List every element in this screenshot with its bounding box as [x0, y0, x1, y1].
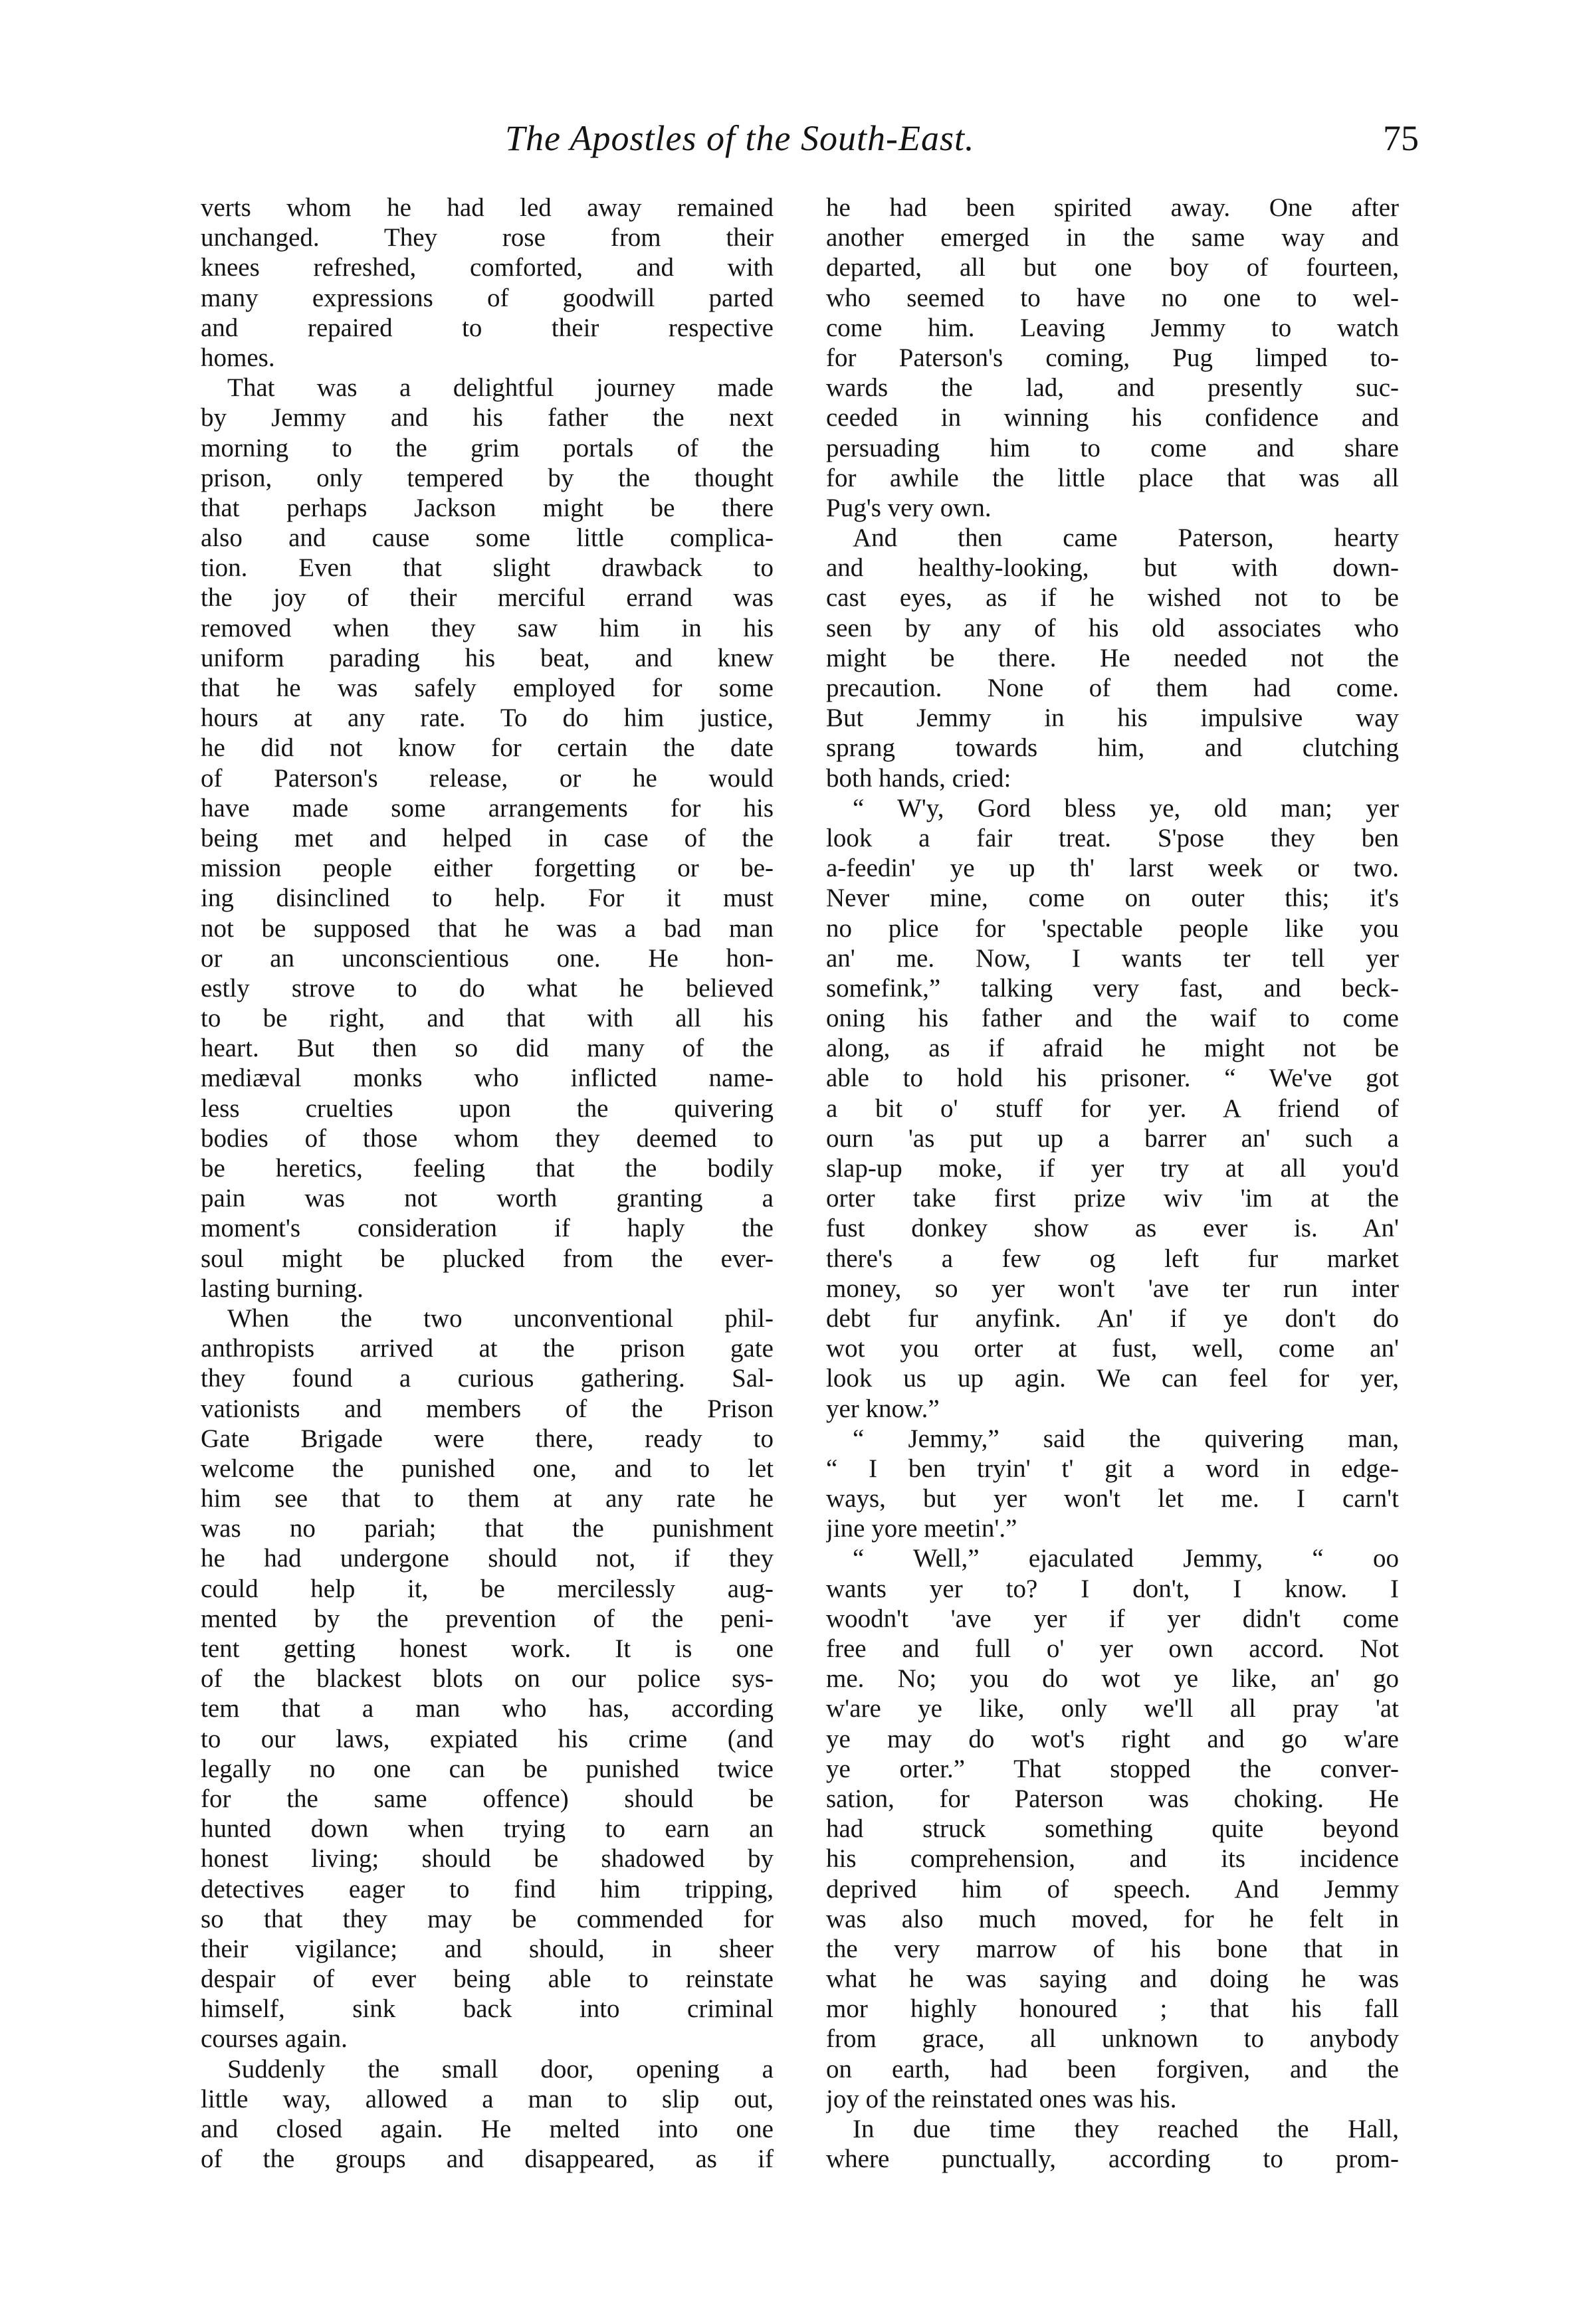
text-line: his comprehension, and its incidence	[826, 1844, 1399, 1874]
text-line: who seemed to have no one to wel-	[826, 283, 1399, 312]
text-line: cast eyes, as if he wished not to be	[826, 583, 1399, 613]
text-line: detectives eager to find him tripping,	[201, 1874, 774, 1903]
text-line: woodn't 'ave yer if yer didn't come	[826, 1604, 1399, 1633]
text-line: wards the lad, and presently suc-	[826, 373, 1399, 403]
text-line: he had been spirited away. One after	[826, 193, 1399, 222]
text-line: slap-up moke, if yer try at all you'd	[826, 1154, 1399, 1183]
text-line: ceeded in winning his confidence and	[826, 403, 1399, 433]
text-line: ourn 'as put up a barrer an' such a	[826, 1123, 1399, 1153]
text-line: able to hold his prisoner. “ We've got	[826, 1064, 1399, 1093]
text-line: pain was not worth granting a	[201, 1184, 774, 1213]
text-line: that he was safely employed for some	[201, 674, 774, 702]
text-line: removed when they saw him in his	[201, 613, 774, 642]
text-line: Never mine, come on outer this; it's	[826, 884, 1399, 913]
text-line: courses again.	[201, 2024, 348, 2054]
text-line: orter take first prize wiv 'im at the	[826, 1184, 1399, 1213]
text-line: along, as if afraid he might not be	[826, 1034, 1399, 1063]
text-line: being met and helped in case of the	[201, 823, 774, 852]
text-line: could help it, be mercilessly aug-	[201, 1574, 774, 1603]
text-line: money, so yer won't 'ave ter run inter	[826, 1274, 1399, 1303]
text-line: seen by any of his old associates who	[826, 613, 1399, 642]
text-line: hunted down when trying to earn an	[201, 1814, 774, 1844]
text-line: and healthy-looking, but with down-	[826, 553, 1399, 583]
text-line: ye may do wot's right and go w'are	[826, 1724, 1399, 1753]
text-line: tem that a man who has, according	[201, 1694, 774, 1723]
text-line: and closed again. He melted into one	[201, 2115, 774, 2143]
text-line: to our laws, expiated his crime (and	[201, 1724, 774, 1753]
text-line: a-feedin' ye up th' larst week or two.	[826, 854, 1399, 883]
text-line: a bit o' stuff for yer. A friend of	[826, 1094, 1399, 1123]
text-line: of the groups and disappeared, as if	[201, 2145, 774, 2174]
text-line: himself, sink back into criminal	[201, 1994, 774, 2024]
text-line: where punctually, according to prom-	[826, 2145, 1399, 2174]
text-line: “ W'y, Gord bless ye, old man; yer	[853, 793, 1399, 823]
text-line: But Jemmy in his impulsive way	[826, 704, 1399, 733]
text-line: by Jemmy and his father the next	[201, 403, 774, 433]
text-line: sation, for Paterson was choking. He	[826, 1784, 1399, 1813]
text-line: tent getting honest work. It is one	[201, 1634, 774, 1663]
text-line: deprived him of speech. And Jemmy	[826, 1874, 1399, 1903]
text-line: for Paterson's coming, Pug limped to-	[826, 343, 1399, 372]
text-line: what he was saying and doing he was	[826, 1965, 1399, 1994]
text-line: less cruelties upon the quivering	[201, 1094, 774, 1123]
text-line: Gate Brigade were there, ready to	[201, 1424, 774, 1453]
text-line: me. No; you do wot ye like, an' go	[826, 1664, 1399, 1694]
text-line: from grace, all unknown to anybody	[826, 2024, 1399, 2054]
text-line: precaution. None of them had come.	[826, 674, 1399, 702]
text-line: estly strove to do what he believed	[201, 973, 774, 1003]
text-line: homes.	[201, 343, 275, 372]
text-line: vationists and members of the Prison	[201, 1394, 774, 1423]
running-title: The Apostles of the South-East.	[505, 118, 975, 158]
text-line: ye orter.” That stopped the conver-	[826, 1754, 1399, 1783]
text-line: an' me. Now, I wants ter tell yer	[826, 943, 1399, 973]
text-line: for the same offence) should be	[201, 1784, 774, 1813]
text-line: he had undergone should not, if they	[201, 1544, 774, 1573]
text-line: had struck something quite beyond	[826, 1814, 1399, 1844]
text-line: mented by the prevention of the peni-	[201, 1604, 774, 1633]
text-line: was no pariah; that the punishment	[201, 1514, 774, 1543]
text-line: he did not know for certain the date	[201, 733, 774, 763]
text-line: moment's consideration if haply the	[201, 1214, 774, 1243]
text-line: legally no one can be punished twice	[201, 1754, 774, 1783]
text-line: for awhile the little place that was all	[826, 463, 1399, 492]
text-line: welcome the punished one, and to let	[201, 1454, 774, 1483]
text-line: mor highly honoured ; that his fall	[826, 1994, 1399, 2024]
right-text-column	[826, 193, 1399, 2174]
text-line: knees refreshed, comforted, and with	[201, 253, 774, 282]
text-line: departed, all but one boy of fourteen,	[826, 253, 1399, 282]
text-line: there's a few og left fur market	[826, 1244, 1399, 1273]
left-text-column	[201, 193, 774, 2174]
text-line: anthropists arrived at the prison gate	[201, 1334, 774, 1363]
text-line: come him. Leaving Jemmy to watch	[826, 313, 1399, 342]
text-line: wants yer to? I don't, I know. I	[826, 1574, 1399, 1603]
text-line: him see that to them at any rate he	[201, 1484, 774, 1513]
text-line: many expressions of goodwill parted	[201, 283, 774, 312]
text-line: soul might be plucked from the ever-	[201, 1244, 774, 1273]
text-line: w'are ye like, only we'll all pray 'at	[826, 1694, 1399, 1723]
text-line: joy of the reinstated ones was his.	[826, 2084, 1177, 2113]
text-line: despair of ever being able to reinstate	[201, 1965, 774, 1994]
text-line: bodies of those whom they deemed to	[201, 1123, 774, 1153]
text-line: both hands, cried:	[826, 763, 1011, 793]
text-line: look us up agin. We can feel for yer,	[826, 1364, 1399, 1393]
text-line: to be right, and that with all his	[201, 1004, 774, 1033]
text-line: they found a curious gathering. Sal-	[201, 1364, 774, 1393]
text-line: the joy of their merciful errand was	[201, 583, 774, 613]
text-line: the very marrow of his bone that in	[826, 1934, 1399, 1963]
text-line: When the two unconventional phil-	[227, 1304, 774, 1333]
text-line: persuading him to come and share	[826, 433, 1399, 462]
text-line: hours at any rate. To do him justice,	[201, 704, 774, 733]
text-line: mediæval monks who inflicted name-	[201, 1064, 774, 1093]
text-line: jine yore meetin'.”	[826, 1514, 1017, 1543]
text-line: another emerged in the same way and	[826, 223, 1399, 252]
text-line: free and full o' yer own accord. Not	[826, 1634, 1399, 1663]
text-line: little way, allowed a man to slip out,	[201, 2084, 774, 2113]
text-line: of the blackest blots on our police sys-	[201, 1664, 774, 1694]
text-line: have made some arrangements for his	[201, 793, 774, 823]
text-line: heart. But then so did many of the	[201, 1034, 774, 1063]
text-line: or an unconscientious one. He hon-	[201, 943, 774, 973]
text-line: be heretics, feeling that the bodily	[201, 1154, 774, 1183]
text-line: somefink,” talking very fast, and beck-	[826, 973, 1399, 1003]
text-line: no plice for 'spectable people like you	[826, 914, 1399, 943]
text-line: Suddenly the small door, opening a	[227, 2054, 774, 2083]
text-line: was also much moved, for he felt in	[826, 1904, 1399, 1933]
text-line: ways, but yer won't let me. I carn't	[826, 1484, 1399, 1513]
text-line: look a fair treat. S'pose they ben	[826, 823, 1399, 852]
text-line: sprang towards him, and clutching	[826, 733, 1399, 763]
text-line: “ Well,” ejaculated Jemmy, “ oo	[853, 1544, 1399, 1573]
text-line: debt fur anyfink. An' if ye don't do	[826, 1304, 1399, 1333]
text-line: “ Jemmy,” said the quivering man,	[853, 1424, 1399, 1453]
text-line: And then came Paterson, hearty	[853, 524, 1399, 553]
text-line: on earth, had been forgiven, and the	[826, 2054, 1399, 2083]
text-line: might be there. He needed not the	[826, 643, 1399, 672]
text-line: not be supposed that he was a bad man	[201, 914, 774, 943]
text-line: unchanged. They rose from their	[201, 223, 774, 252]
text-line: also and cause some little complica-	[201, 524, 774, 553]
text-line: That was a delightful journey made	[227, 373, 774, 403]
text-line: uniform parading his beat, and knew	[201, 643, 774, 672]
text-line: In due time they reached the Hall,	[853, 2115, 1399, 2143]
text-line: fust donkey show as ever is. An'	[826, 1214, 1399, 1243]
page-header	[505, 112, 1419, 165]
text-line: tion. Even that slight drawback to	[201, 553, 774, 583]
text-line: so that they may be commended for	[201, 1904, 774, 1933]
text-line: ing disinclined to help. For it must	[201, 884, 774, 913]
text-line: lasting burning.	[201, 1274, 364, 1303]
text-line: wot you orter at fust, well, come an'	[826, 1334, 1399, 1363]
text-line: oning his father and the waif to come	[826, 1004, 1399, 1033]
text-line: that perhaps Jackson might be there	[201, 493, 774, 522]
text-line: yer know.”	[826, 1394, 940, 1423]
text-line: and repaired to their respective	[201, 313, 774, 342]
text-line: their vigilance; and should, in sheer	[201, 1934, 774, 1963]
text-line: mission people either forgetting or be-	[201, 854, 774, 883]
text-line: prison, only tempered by the thought	[201, 463, 774, 492]
text-line: “ I ben tryin' t' git a word in edge-	[826, 1454, 1399, 1483]
text-line: of Paterson's release, or he would	[201, 763, 774, 793]
page-number: 75	[1383, 118, 1419, 158]
text-line: honest living; should be shadowed by	[201, 1844, 774, 1874]
text-line: morning to the grim portals of the	[201, 433, 774, 462]
text-line: verts whom he had led away remained	[201, 193, 774, 222]
text-line: Pug's very own.	[826, 493, 992, 522]
